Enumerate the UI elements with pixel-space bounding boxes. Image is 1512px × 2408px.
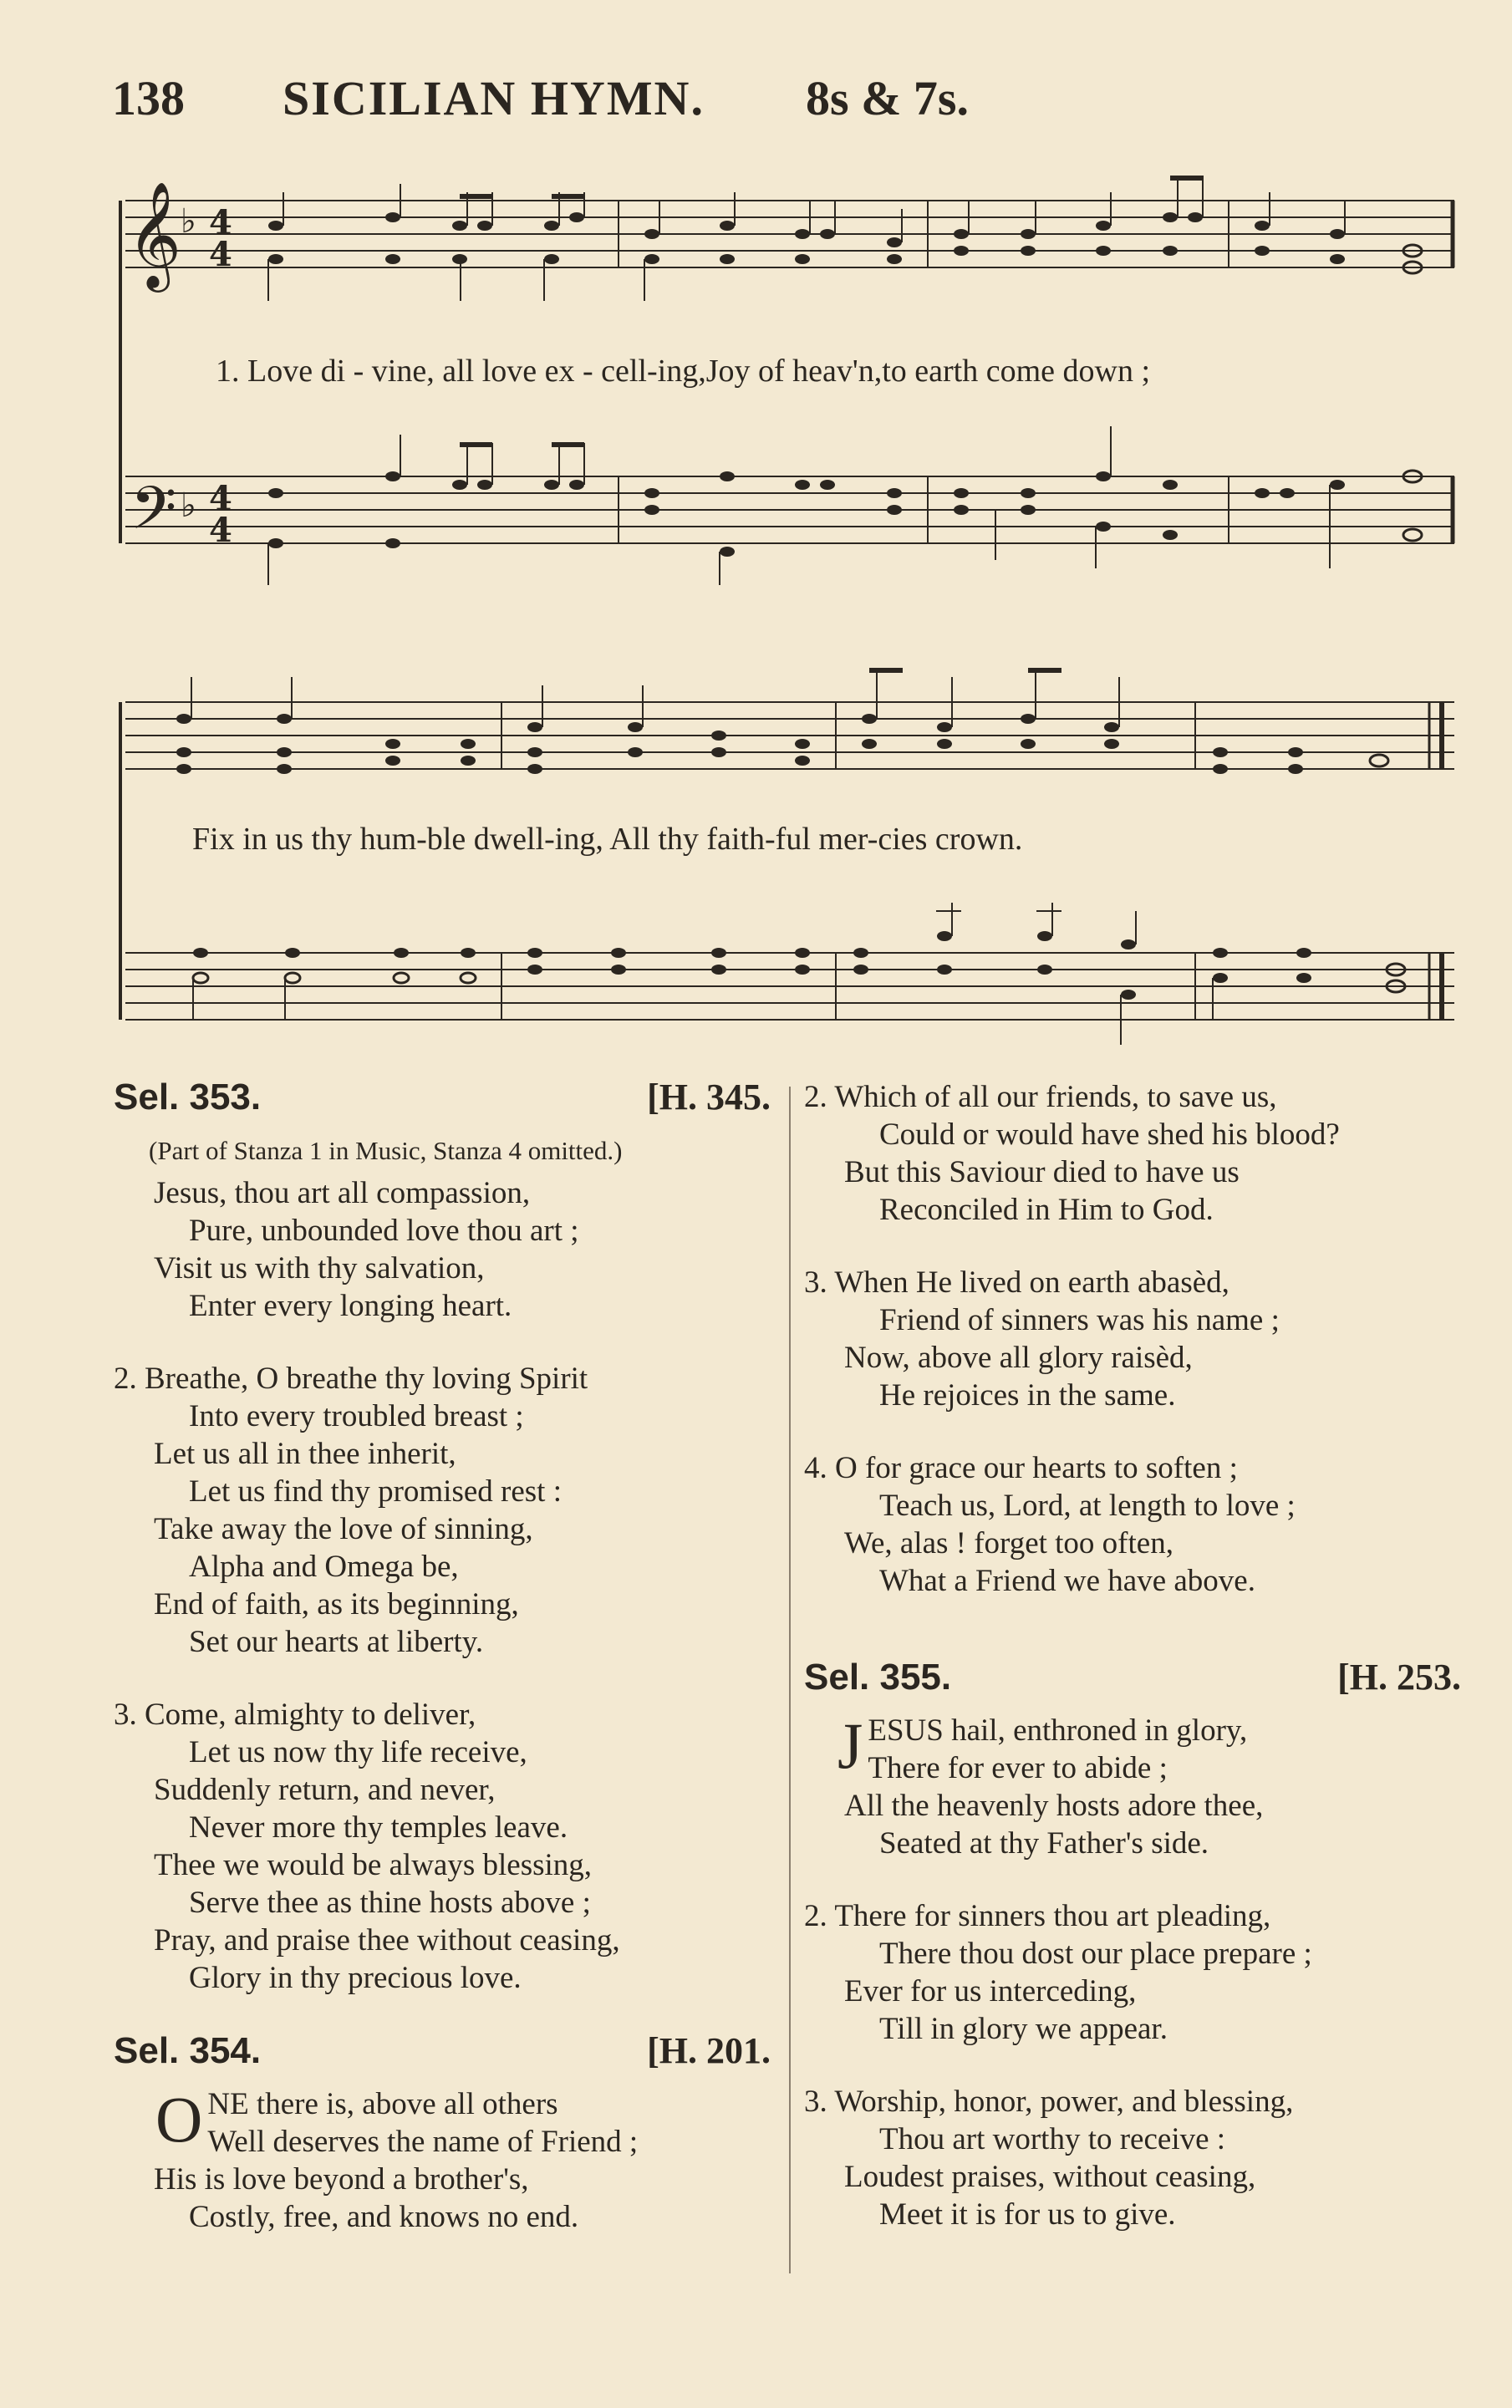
sel-353-note: (Part of Stanza 1 in Music, Stanza 4 omitted.) xyxy=(149,1136,623,1165)
bass-staff-1 xyxy=(125,476,1454,543)
verse-line: 3. When He lived on earth abasèd, xyxy=(804,1265,1229,1300)
verse-line: Meet it is for us to give. xyxy=(879,2197,1176,2232)
treble-staff-1 xyxy=(125,201,1454,267)
svg-text:4: 4 xyxy=(209,235,232,274)
hymn-title: SICILIAN HYMN. xyxy=(283,71,705,125)
verse-line: 2. There for sinners thou art pleading, xyxy=(804,1899,1271,1933)
verse-line: Into every troubled breast ; xyxy=(189,1399,524,1433)
hymn-meter: 8s & 7s. xyxy=(806,71,969,125)
verse-line: Pray, and praise thee without ceasing, xyxy=(154,1923,620,1957)
sel-355-heading xyxy=(804,1658,1473,1712)
verse-line: There for ever to abide ; xyxy=(868,1751,1168,1785)
sel-353-stanza-2 xyxy=(114,1360,782,1661)
verse-line: Pure, unbounded love thou art ; xyxy=(189,1214,579,1248)
sel-355-ref: [H. 253. xyxy=(1337,1657,1461,1698)
verse-line: Till in glory we appear. xyxy=(879,2012,1168,2046)
drop-cap: J xyxy=(837,1709,863,1782)
sel-353-label: Sel. 353. xyxy=(114,1077,262,1117)
verse-line: Suddenly return, and never, xyxy=(154,1773,496,1807)
verse-line: He rejoices in the same. xyxy=(879,1378,1176,1413)
sel-354-stanza-2 xyxy=(804,1078,1473,1229)
verse-line: 2. Which of all our friends, to save us, xyxy=(804,1080,1277,1114)
verse-line: Teach us, Lord, at length to love ; xyxy=(879,1489,1296,1523)
sel-355-stanza-1 xyxy=(804,1709,1473,1862)
right-column xyxy=(804,1078,1473,2268)
verse-line: What a Friend we have above. xyxy=(879,1564,1255,1598)
svg-text:♭: ♭ xyxy=(181,486,196,525)
verse-line: We, alas ! forget too often, xyxy=(844,1526,1173,1560)
sel-353-stanza-3 xyxy=(114,1696,782,1997)
verse-line: Now, above all glory raisèd, xyxy=(844,1341,1193,1375)
verse-line: 3. Worship, honor, power, and blessing, xyxy=(804,2085,1294,2119)
verse-line: Ever for us interceding, xyxy=(844,1974,1137,2008)
verse-line: Thou art worthy to receive : xyxy=(879,2122,1226,2156)
verse-line: 4. O for grace our hearts to soften ; xyxy=(804,1451,1238,1485)
verse-line: Jesus, thou art all compassion, xyxy=(154,1176,531,1210)
svg-text:4: 4 xyxy=(209,511,232,550)
column-divider xyxy=(789,1087,791,2273)
verse-line: Costly, free, and knows no end. xyxy=(189,2200,579,2234)
verse-line: Could or would have shed his blood? xyxy=(879,1117,1340,1152)
music-staves xyxy=(117,176,1463,1061)
lyrics-line-2: Fix in us thy hum-ble dwell-ing, All thy faith-ful mer-cies crown. xyxy=(192,822,1023,857)
svg-text:4: 4 xyxy=(209,203,232,242)
sel-354-heading xyxy=(114,2032,782,2085)
verse-line: 2. Breathe, O breathe thy loving Spirit xyxy=(114,1362,588,1396)
verse-line: All the heavenly hosts adore thee, xyxy=(844,1789,1264,1823)
verse-line: Let us now thy life receive, xyxy=(189,1735,527,1769)
sel-353-stanza-1 xyxy=(114,1174,782,1325)
verse-line: ESUS hail, enthroned in glory, xyxy=(868,1713,1248,1748)
verse-line: Set our hearts at liberty. xyxy=(189,1625,484,1659)
sel-353-heading xyxy=(114,1078,782,1132)
verse-line: Take away the love of sinning, xyxy=(154,1512,533,1546)
verse-line: But this Saviour died to have us xyxy=(844,1155,1240,1189)
sel-354-stanza-4 xyxy=(804,1449,1473,1600)
sel-353-ref: [H. 345. xyxy=(647,1077,771,1117)
sel-354-label: Sel. 354. xyxy=(114,2030,262,2071)
sel-354-stanza-1 xyxy=(114,2085,782,2236)
sel-355-stanza-3 xyxy=(804,2083,1473,2233)
verse-line: NE there is, above all others xyxy=(207,2087,558,2121)
bass-staff-2 xyxy=(125,953,1454,1020)
verse-line: 3. Come, almighty to deliver, xyxy=(114,1698,476,1732)
lyrics-line-1: 1. Love di - vine, all love ex - cell-ing,Joy of heav'n,to earth come down ; xyxy=(216,354,1151,389)
sel-355-label: Sel. 355. xyxy=(804,1657,952,1698)
sel-355-stanza-2 xyxy=(804,1897,1473,2048)
verse-line: Thee we would be always blessing, xyxy=(154,1848,593,1882)
treble-clef-icon: 𝄞 xyxy=(127,181,182,288)
verse-line: Alpha and Omega be, xyxy=(189,1550,459,1584)
page-header xyxy=(112,70,1466,137)
verse-line: Reconciled in Him to God. xyxy=(879,1193,1214,1227)
svg-text:4: 4 xyxy=(209,479,232,518)
music-score xyxy=(117,176,1463,1061)
bass-clef-icon: 𝄢 xyxy=(130,474,177,557)
verse-line: End of faith, as its beginning, xyxy=(154,1587,519,1621)
sel-354-stanza-3 xyxy=(804,1264,1473,1414)
verse-line: Loudest praises, without ceasing, xyxy=(844,2160,1256,2194)
verse-line: Friend of sinners was his name ; xyxy=(879,1303,1280,1337)
page-number: 138 xyxy=(112,71,185,125)
drop-cap: O xyxy=(155,2083,203,2156)
svg-text:♭: ♭ xyxy=(181,202,196,241)
verse-line: Visit us with thy salvation, xyxy=(154,1251,485,1285)
verse-line: Glory in thy precious love. xyxy=(189,1961,522,1995)
sel-354-ref: [H. 201. xyxy=(647,2030,771,2071)
verse-line: There thou dost our place prepare ; xyxy=(879,1937,1312,1971)
verse-line: Let us all in thee inherit, xyxy=(154,1437,456,1471)
treble-staff-2 xyxy=(125,702,1454,769)
verse-line: Enter every longing heart. xyxy=(189,1289,512,1323)
verse-line: Let us find thy promised rest : xyxy=(189,1474,562,1509)
verse-line: Well deserves the name of Friend ; xyxy=(207,2125,639,2159)
left-column xyxy=(114,1078,782,2271)
verse-line: Never more thy temples leave. xyxy=(189,1810,568,1845)
verse-line: His is love beyond a brother's, xyxy=(154,2162,529,2197)
verse-line: Serve thee as thine hosts above ; xyxy=(189,1886,591,1920)
verse-line: Seated at thy Father's side. xyxy=(879,1826,1209,1861)
